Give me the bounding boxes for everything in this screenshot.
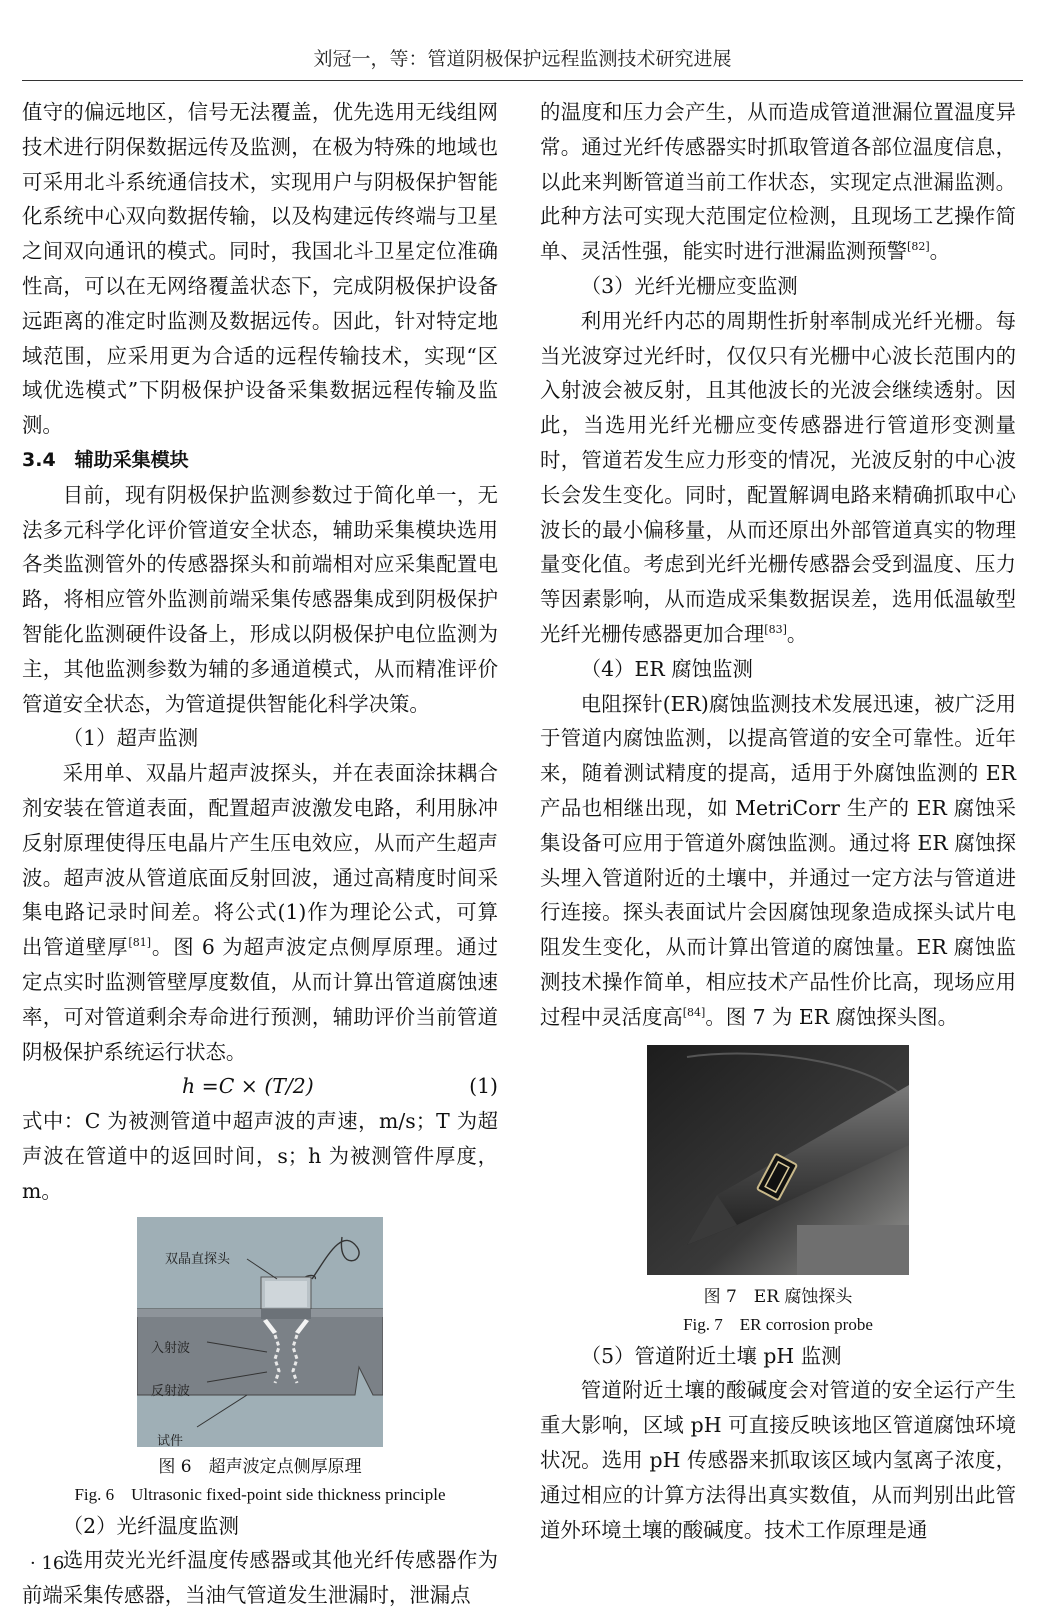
subheading-er-corrosion: （4）ER 腐蚀监测 bbox=[580, 656, 753, 681]
paragraph: 采用单、双晶片超声波探头，并在表面涂抹耦合剂安装在管道表面，配置超声波激发电路，利用脉冲反射原理使得压电晶片产生压电效应，从而产生超声波。超声波从管道底面反射回波，通过高精度时间采集电路记录时间差。将公式(1)作为理论公式，可算出管道壁厚[81]。图 6 为超声波定点侧厚原理。通过定点实时监测管壁厚度数值，从而计算出管道腐蚀速率，可对管道剩余寿命进行预测，辅助评价当前管道阴极保护系统运行状态。 bbox=[22, 761, 498, 1064]
citation-84: [84] bbox=[682, 1005, 706, 1019]
paragraph: 式中：C 为被测管道中超声波的声速，m/s；T 为超声波在管道中的返回时间，s；h 为被测管件厚度，m。 bbox=[22, 1109, 498, 1203]
citation-81: [81] bbox=[128, 936, 152, 950]
figure-6-caption-cn: 图 6 超声波定点侧厚原理 bbox=[158, 1456, 362, 1477]
citation-83: [83] bbox=[764, 623, 787, 637]
equation-expression: h =C × (T/2) bbox=[182, 1074, 314, 1099]
er-probe-photo bbox=[647, 1045, 909, 1275]
label-probe: 双晶直探头 bbox=[165, 1251, 231, 1267]
label-specimen: 试件 bbox=[157, 1433, 184, 1447]
paragraph: 管道附近土壤的酸碱度会对管道的安全运行产生重大影响，区域 pH 可直接反映该地区管道腐蚀环境状况。选用 pH 传感器来抓取该区域内氢离子浓度，通过相应的计算方法得出真实数值，从而判别出此管道外环境土壤的酸碱度。技术工作原理是通 bbox=[540, 1378, 1016, 1542]
figure-7-caption-cn: 图 7 ER 腐蚀探头 bbox=[703, 1286, 853, 1307]
figure-6-caption-en: Fig. 6 Ultrasonic fixed-point side thickness principle bbox=[74, 1484, 446, 1504]
er-probe-illustration bbox=[647, 1045, 909, 1275]
subheading-soil-ph: （5）管道附近土壤 pH 监测 bbox=[580, 1343, 842, 1368]
label-incident-wave: 入射波 bbox=[151, 1340, 191, 1356]
figure-6 bbox=[22, 1217, 498, 1509]
paragraph: 利用光纤内芯的周期性折射率制成光纤光栅。每当光波穿过光纤时，仅仅只有光栅中心波长范围内的入射波会被反射，且其他波长的光波会继续透射。因此，当选用光纤光栅应变传感器进行管道形变测量时，管道若发生应力形变的情况，光波反射的中心波长会发生变化。同时，配置解调电路来精确抓取中心波长的最小偏移量，从而还原出外部管道真实的物理量变化值。考虑到光纤光栅传感器会受到温度、压力等因素影响，从而造成采集数据误差，选用低温敏型光纤光栅传感器更加合理[83]。 bbox=[540, 308, 1016, 646]
paragraph: 选用荧光光纤温度传感器或其他光纤传感器作为前端采集传感器，当油气管道发生泄漏时，泄漏点 bbox=[22, 1548, 498, 1608]
left-column bbox=[22, 95, 498, 1613]
ultrasonic-diagram bbox=[137, 1217, 383, 1447]
paragraph: 目前，现有阴极保护监测参数过于简化单一，无法多元科学化评价管道安全状态，辅助采集模块选用各类监测管外的传感器探头和前端相对应采集配置电路，将相应管外监测前端采集传感器集成到阴极保护智能化监测硬件设备上，形成以阴极保护电位监测为主，其他监测参数为辅的多通道模式，从而精准评价管道安全状态，为管道提供智能化科学决策。 bbox=[22, 482, 498, 716]
subheading-fiber-temperature: （2）光纤温度监测 bbox=[62, 1513, 239, 1538]
header-rule bbox=[22, 80, 1023, 81]
equation-number: (1) bbox=[469, 1074, 498, 1099]
figure-7 bbox=[540, 1045, 1016, 1339]
page-number: · 16 · bbox=[30, 1553, 76, 1574]
section-heading-3-4: 3.4 辅助采集模块 bbox=[22, 448, 189, 471]
paragraph: 的温度和压力会产生，从而造成管道泄漏位置温度异常。通过光纤传感器实时抓取管道各部位温度信息，以此来判断管道当前工作状态，实现定点泄漏监测。此种方法可实现大范围定位检测，且现场工艺操作简单、灵活性强，能实时进行泄漏监测预警[82]。 bbox=[540, 100, 1016, 264]
paragraph: 电阻探针(ER)腐蚀监测技术发展迅速，被广泛用于管道内腐蚀监测，以提高管道的安全可靠性。近年来，随着测试精度的提高，适用于外腐蚀监测的 ER 产品也相继出现，如 MetriCorr 生产的 ER 腐蚀采集设备可应用于管道外腐蚀监测。通过将 ER 腐蚀探头埋入管道附近的土壤中，并通过一定方法与管道进行连接。探头表面试片会因腐蚀现象造成探头试片电阻发生变化，从而计算出管道的腐蚀量。ER 腐蚀监测技术操作简单，相应技术产品性价比高，现场应用过程中灵活度高[84]。图 7 为 ER 腐蚀探头图。 bbox=[540, 691, 1016, 1029]
running-header: 刘冠一，等：管道阴极保护远程监测技术研究进展 bbox=[313, 48, 732, 70]
citation-82: [82] bbox=[907, 240, 930, 254]
paragraph: 值守的偏远地区，信号无法覆盖，优先选用无线组网技术进行阴保数据远传及监测，在极为特殊的地域也可采用北斗系统通信技术，实现用户与阴极保护智能化系统中心双向数据传输，以及构建远传终端与卫星之间双向通讯的模式。同时，我国北斗卫星定位准确性高，可以在无网络覆盖状态下，完成阴极保护设备远距离的准定时监测及数据远传。因此，针对特定地域范围，应采用更为合适的远程传输技术，实现“区域优选模式”下阴极保护设备采集数据远程传输及监测。 bbox=[22, 100, 498, 438]
equation-1 bbox=[22, 1069, 498, 1104]
figure-7-caption-en: Fig. 7 ER corrosion probe bbox=[683, 1314, 873, 1334]
subheading-fbg-strain: （3）光纤光栅应变监测 bbox=[580, 273, 798, 298]
right-column bbox=[540, 95, 1016, 1547]
label-reflected-wave: 反射波 bbox=[151, 1383, 191, 1399]
subheading-ultrasonic: （1）超声监测 bbox=[62, 726, 199, 751]
